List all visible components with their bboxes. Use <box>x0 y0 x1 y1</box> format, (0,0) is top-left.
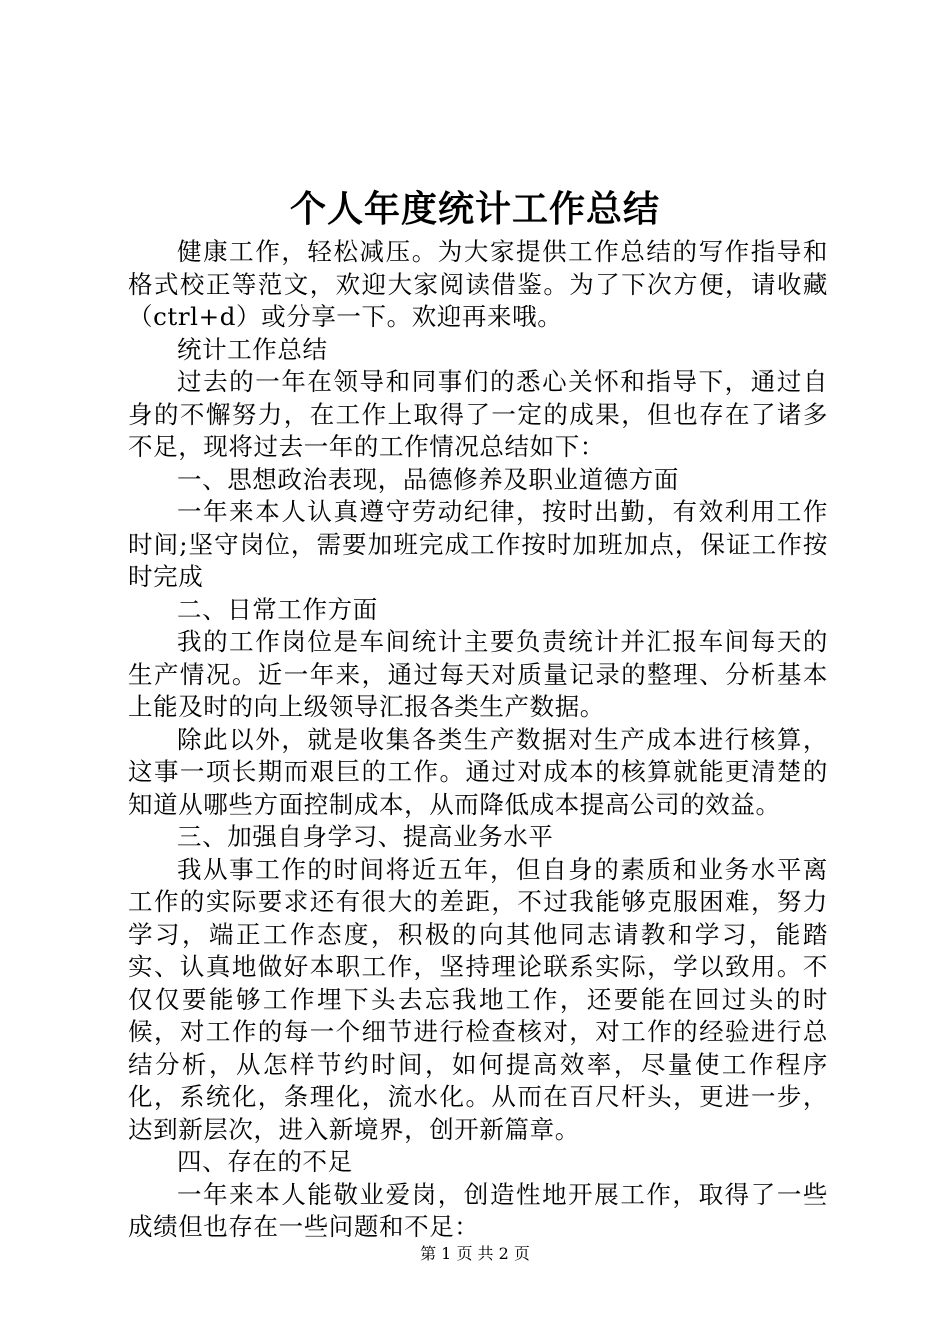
section-3-paragraph: 我从事工作的时间将近五年，但自身的素质和业务水平离工作的实际要求还有很大的差距，不过我能够克服困难，努力学习，端正工作态度，积极的向其他同志请教和学习，能踏实、认真地做好本职工作，坚持理论联系实际，学以致用。不仅仅要能够工作埋下头去忘我地工作，还要能在回过头的时候，对工作的每一个细节进行检查核对，对工作的经验进行总结分析，从怎样节约时间，如何提高效率，尽量使工作程序化，系统化，条理化，流水化。从而在百尺杆头，更进一步，达到新层次，进入新境界，创开新篇章。 <box>128 854 828 1144</box>
opening-paragraph: 过去的一年在领导和同事们的悉心关怀和指导下，通过自身的不懈努力，在工作上取得了一定的成果，但也存在了诸多不足，现将过去一年的工作情况总结如下： <box>128 367 828 461</box>
document-body <box>128 236 828 1244</box>
document-title: 个人年度统计工作总结 <box>289 188 660 230</box>
section-4-paragraph: 一年来本人能敬业爱岗，创造性地开展工作，取得了一些成绩但也存在一些问题和不足： <box>128 1179 828 1241</box>
subtitle-paragraph: 统计工作总结 <box>177 334 328 364</box>
intro-paragraph: 健康工作，轻松减压。为大家提供工作总结的写作指导和格式校正等范文，欢迎大家阅读借鉴。为了下次方便，请收藏（ctrl+d）或分享一下。欢迎再来哦。 <box>128 237 828 331</box>
page-footer <box>0 1242 950 1266</box>
section-heading-3: 三、加强自身学习、提高业务水平 <box>177 822 554 851</box>
section-2-paragraph-2: 除此以外，就是收集各类生产数据对生产成本进行核算，这事一项长期而艰巨的工作。通过对成本的核算就能更清楚的知道从哪些方面控制成本，从而降低成本提高公司的效益。 <box>128 724 828 819</box>
page-number-label: 第 1 页 共 2 页 <box>420 1244 530 1263</box>
section-2-paragraph-1: 我的工作岗位是车间统计主要负责统计并汇报车间每天的生产情况。近一年来，通过每天对质量记录的整理、分析基本上能及时的向上级领导汇报各类生产数据。 <box>128 627 828 721</box>
section-1-paragraph: 一年来本人认真遵守劳动纪律，按时出勤，有效利用工作时间;坚守岗位，需要加班完成工作按时加班加点，保证工作按时完成 <box>128 497 828 591</box>
section-heading-1: 一、思想政治表现，品德修养及职业道德方面 <box>177 464 679 494</box>
section-heading-2: 二、日常工作方面 <box>177 594 378 624</box>
section-heading-4: 四、存在的不足 <box>177 1147 353 1176</box>
